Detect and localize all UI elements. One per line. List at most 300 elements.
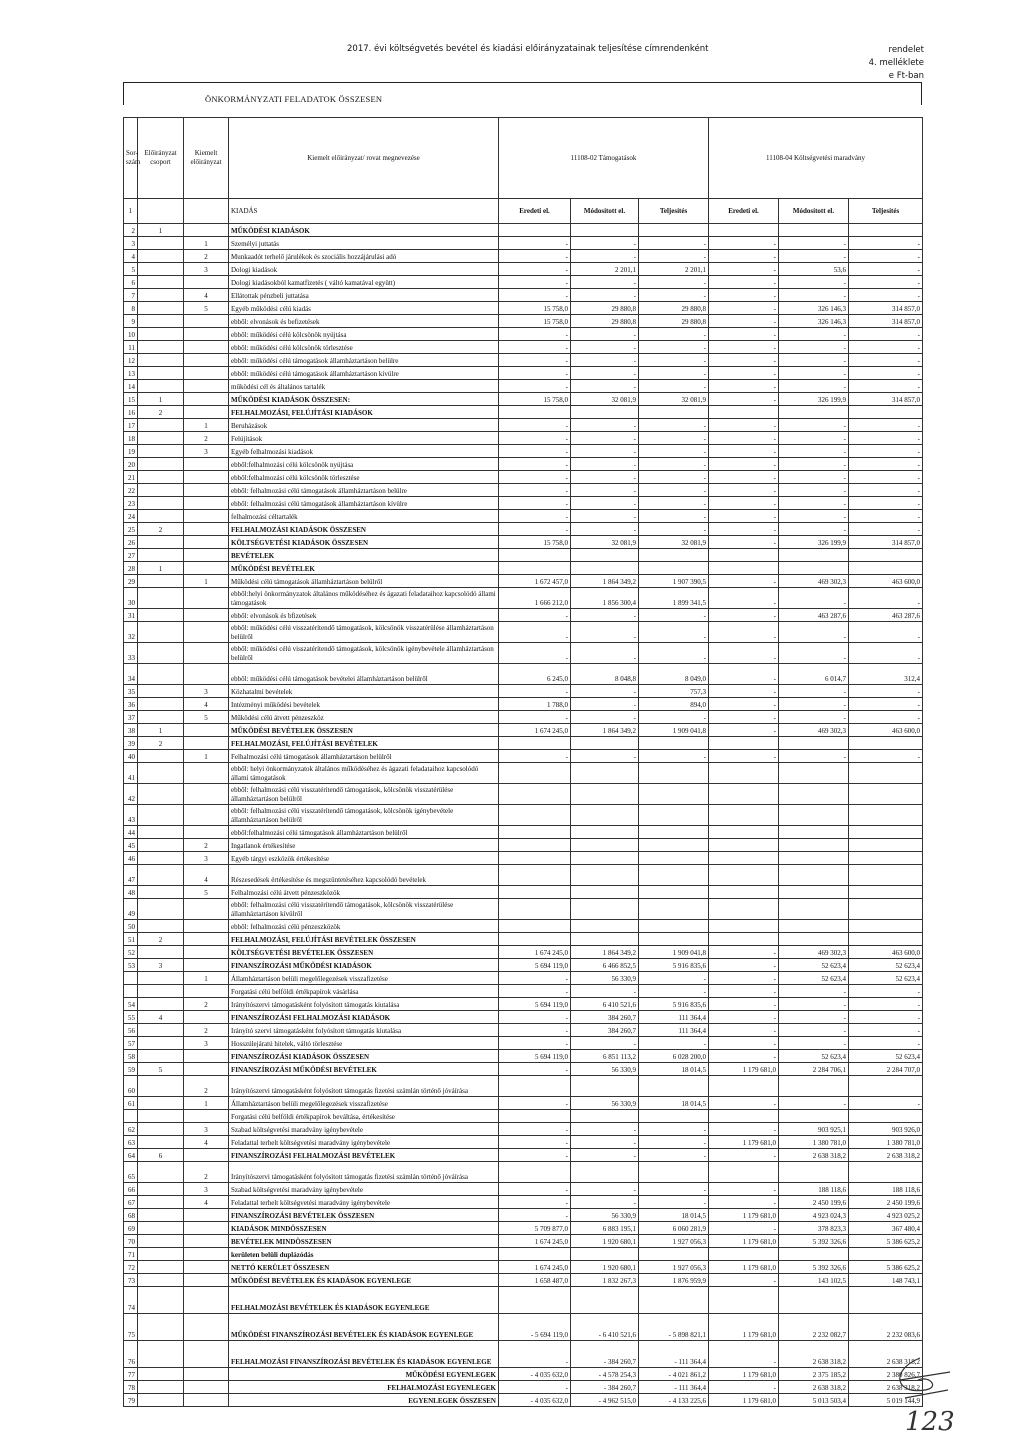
row-value: [571, 224, 639, 237]
row-value: 143 102,5: [779, 1274, 849, 1287]
row-value: 1 927 056,3: [639, 1261, 709, 1274]
row-number: 45: [124, 839, 138, 852]
row-value: - 111 364,4: [639, 1341, 709, 1368]
row-value: [571, 1248, 639, 1261]
row-label: ebből:felhalmozási célú támogatások államháztartáson belülről: [229, 826, 499, 839]
row-kiemelt: 4: [184, 1196, 229, 1209]
row-value: [779, 1162, 849, 1183]
row-value: -: [499, 1037, 571, 1050]
row-group: 2: [138, 406, 184, 419]
row-value: -: [709, 750, 779, 763]
row-value: [639, 933, 709, 946]
table-row: [124, 458, 923, 471]
row-kiemelt: 3: [184, 263, 229, 276]
row-value: 18 014,5: [639, 1209, 709, 1222]
row-value: 384 260,7: [571, 1011, 639, 1024]
row-value: [709, 1110, 779, 1123]
table-row: [124, 805, 923, 826]
row-number: 74: [124, 1287, 138, 1314]
row-value: -: [849, 328, 923, 341]
row-value: [639, 562, 709, 575]
table-row: [124, 432, 923, 445]
row-number: 40: [124, 750, 138, 763]
row-kiemelt: 1: [184, 750, 229, 763]
row-label: MŰKÖDÉSI FINANSZÍROZÁSI BEVÉTELEK ÉS KIADÁSOK EGYENLEGE: [229, 1314, 499, 1341]
row-value: 1 179 681,0: [709, 1368, 779, 1381]
row-value: -: [709, 1341, 779, 1368]
row-number: 60: [124, 1076, 138, 1097]
row-value: -: [639, 276, 709, 289]
row-value: -: [571, 341, 639, 354]
row-value: -: [849, 685, 923, 698]
row-value: -: [499, 458, 571, 471]
row-value: 2 638 318,2: [849, 1149, 923, 1162]
row-value: -: [571, 445, 639, 458]
row-group: [138, 328, 184, 341]
row-value: [639, 886, 709, 899]
row-label: ebből: felhalmozási célú támogatások államháztartáson belülre: [229, 484, 499, 497]
row-value: [571, 826, 639, 839]
row-value: -: [779, 276, 849, 289]
row-label: ebből: felhalmozási célú pénzeszközök: [229, 920, 499, 933]
row-group: 6: [138, 1149, 184, 1162]
row-value: -: [571, 1037, 639, 1050]
row-value: [779, 763, 849, 784]
row-group: [138, 432, 184, 445]
row-value: [499, 920, 571, 933]
table-row: [124, 523, 923, 536]
row-value: -: [639, 471, 709, 484]
row-group: [138, 302, 184, 315]
row-value: -: [639, 367, 709, 380]
row-value: -: [779, 380, 849, 393]
header-empty-cell: [184, 199, 229, 224]
row-value: -: [639, 643, 709, 664]
row-group: [138, 1076, 184, 1097]
row-group: [138, 1341, 184, 1368]
table-row: [124, 276, 923, 289]
table-row: [124, 536, 923, 549]
row-number: [124, 985, 138, 998]
row-kiemelt: 3: [184, 1037, 229, 1050]
row-number: 11: [124, 341, 138, 354]
row-kiemelt: [184, 985, 229, 998]
row-value: [849, 826, 923, 839]
row-value: 1 876 959,9: [639, 1274, 709, 1287]
row-value: -: [499, 328, 571, 341]
row-kiemelt: 2: [184, 250, 229, 263]
header-row-number: 1: [124, 199, 138, 224]
row-kiemelt: [184, 1222, 229, 1235]
row-value: -: [499, 471, 571, 484]
row-value: 5 916 835,6: [639, 959, 709, 972]
row-kiemelt: [184, 315, 229, 328]
row-kiemelt: 2: [184, 1076, 229, 1097]
row-value: -: [849, 484, 923, 497]
row-value: -: [709, 946, 779, 959]
table-row: [124, 367, 923, 380]
table-row: [124, 341, 923, 354]
row-number: 59: [124, 1063, 138, 1076]
row-value: 52 623,4: [849, 972, 923, 985]
row-kiemelt: 2: [184, 1024, 229, 1037]
row-value: [849, 1248, 923, 1261]
row-kiemelt: [184, 1274, 229, 1287]
row-value: [779, 933, 849, 946]
row-value: -: [709, 1196, 779, 1209]
row-number: 14: [124, 380, 138, 393]
table-row: [124, 302, 923, 315]
row-kiemelt: [184, 933, 229, 946]
row-value: -: [779, 1024, 849, 1037]
row-group: [138, 763, 184, 784]
row-kiemelt: [184, 763, 229, 784]
row-kiemelt: [184, 1261, 229, 1274]
row-value: [571, 549, 639, 562]
row-number: 70: [124, 1235, 138, 1248]
row-value: [849, 865, 923, 886]
row-value: 326 146,3: [779, 302, 849, 315]
row-value: 32 081,9: [639, 393, 709, 406]
row-value: -: [499, 1097, 571, 1110]
row-value: 5 386 625,2: [849, 1261, 923, 1274]
row-label: felhalmozási céltartalék: [229, 510, 499, 523]
row-value: -: [849, 471, 923, 484]
row-value: 1 864 349,2: [571, 724, 639, 737]
row-value: [779, 899, 849, 920]
row-value: [639, 1110, 709, 1123]
row-value: [639, 805, 709, 826]
row-kiemelt: [184, 588, 229, 609]
row-value: [499, 839, 571, 852]
row-value: 18 014,5: [639, 1063, 709, 1076]
row-value: -: [779, 510, 849, 523]
row-value: -: [779, 250, 849, 263]
row-label: ebből: elvonások és bfizetések: [229, 609, 499, 622]
row-label: MŰKÖDÉSI KIADÁSOK ÖSSZESEN:: [229, 393, 499, 406]
row-value: [571, 1076, 639, 1097]
row-value: 1 788,0: [499, 698, 571, 711]
row-value: -: [639, 510, 709, 523]
row-value: 2 284 706,1: [779, 1063, 849, 1076]
row-number: 19: [124, 445, 138, 458]
table-row: [124, 1037, 923, 1050]
row-group: 2: [138, 523, 184, 536]
row-value: - 4 578 254,3: [571, 1368, 639, 1381]
row-value: [709, 562, 779, 575]
row-number: 50: [124, 920, 138, 933]
row-number: 62: [124, 1123, 138, 1136]
row-kiemelt: [184, 523, 229, 536]
row-value: -: [709, 1037, 779, 1050]
row-value: -: [709, 724, 779, 737]
row-value: [499, 1076, 571, 1097]
row-value: [639, 839, 709, 852]
row-value: -: [709, 315, 779, 328]
row-value: - 4 962 515,0: [571, 1394, 639, 1407]
row-value: [639, 737, 709, 750]
header-sorszam: Sor-szám: [124, 118, 138, 199]
row-value: -: [709, 1097, 779, 1110]
row-label: EGYENLEGEK ÖSSZESEN: [229, 1394, 499, 1407]
row-value: [779, 224, 849, 237]
row-value: -: [639, 419, 709, 432]
row-value: 52 623,4: [849, 959, 923, 972]
row-value: [639, 852, 709, 865]
row-value: 1 179 681,0: [709, 1314, 779, 1341]
row-value: -: [709, 998, 779, 1011]
row-label: FINANSZÍROZÁSI FELHALMOZÁSI KIADÁSOK: [229, 1011, 499, 1024]
row-value: 469 302,3: [779, 575, 849, 588]
table-row: [124, 972, 923, 985]
row-value: 1 658 487,0: [499, 1274, 571, 1287]
row-value: 56 330,9: [571, 972, 639, 985]
row-value: -: [499, 1024, 571, 1037]
row-group: [138, 1381, 184, 1394]
row-value: [499, 852, 571, 865]
row-value: -: [499, 685, 571, 698]
table-row: [124, 1261, 923, 1274]
table-row: [124, 224, 923, 237]
row-value: [849, 549, 923, 562]
row-value: -: [709, 263, 779, 276]
row-label: kerületen belüli duplázódás: [229, 1248, 499, 1261]
row-kiemelt: [184, 622, 229, 643]
header-kiemelt-eloiranyzat: Kiemelt előirányzat: [184, 118, 229, 199]
row-kiemelt: [184, 1011, 229, 1024]
row-value: -: [709, 972, 779, 985]
row-value: 15 758,0: [499, 536, 571, 549]
row-value: -: [499, 1183, 571, 1196]
row-group: [138, 805, 184, 826]
row-group: [138, 536, 184, 549]
row-value: 463 287,6: [779, 609, 849, 622]
row-value: -: [849, 750, 923, 763]
row-kiemelt: [184, 536, 229, 549]
row-value: [639, 899, 709, 920]
row-number: 8: [124, 302, 138, 315]
row-number: 51: [124, 933, 138, 946]
row-value: [709, 826, 779, 839]
row-value: -: [779, 523, 849, 536]
table-row: [124, 763, 923, 784]
row-value: -: [499, 1381, 571, 1394]
row-value: 1 674 245,0: [499, 1261, 571, 1274]
row-value: -: [709, 959, 779, 972]
row-label: Irányítószervi támogatásként folyósított támogatás kiutalása: [229, 998, 499, 1011]
table-row: [124, 1136, 923, 1149]
row-number: 5: [124, 263, 138, 276]
row-label: FELHALMOZÁSI BEVÉTELEK ÉS KIADÁSOK EGYENLEGE: [229, 1287, 499, 1314]
row-value: [849, 763, 923, 784]
row-value: 8 049,0: [639, 664, 709, 685]
row-label: FINANSZÍROZÁSI MŰKÖDÉSI KIADÁSOK: [229, 959, 499, 972]
row-value: -: [709, 497, 779, 510]
row-number: 65: [124, 1162, 138, 1183]
row-value: 5 013 503,4: [779, 1394, 849, 1407]
row-value: -: [571, 497, 639, 510]
row-value: [779, 549, 849, 562]
row-label: Működési célú támogatások államháztartáson belülről: [229, 575, 499, 588]
row-value: -: [709, 302, 779, 315]
row-value: -: [709, 1050, 779, 1063]
row-value: [639, 1162, 709, 1183]
row-value: [571, 839, 639, 852]
row-value: -: [779, 622, 849, 643]
row-value: 1 380 781,0: [849, 1136, 923, 1149]
row-number: 47: [124, 865, 138, 886]
row-value: 1 179 681,0: [709, 1063, 779, 1076]
row-value: [709, 865, 779, 886]
table-row: [124, 510, 923, 523]
row-value: [849, 1110, 923, 1123]
row-value: -: [499, 622, 571, 643]
table-row: [124, 445, 923, 458]
row-number: 55: [124, 1011, 138, 1024]
row-value: [499, 763, 571, 784]
row-value: -: [499, 972, 571, 985]
row-kiemelt: [184, 1110, 229, 1123]
row-value: 903 926,0: [849, 1123, 923, 1136]
row-group: 1: [138, 393, 184, 406]
row-value: 314 857,0: [849, 393, 923, 406]
row-number: 16: [124, 406, 138, 419]
row-value: 6 410 521,6: [571, 998, 639, 1011]
row-value: 56 330,9: [571, 1209, 639, 1222]
row-group: [138, 575, 184, 588]
row-value: [571, 406, 639, 419]
row-value: 463 600,0: [849, 946, 923, 959]
row-value: -: [709, 458, 779, 471]
row-value: -: [779, 328, 849, 341]
row-group: [138, 484, 184, 497]
row-kiemelt: [184, 737, 229, 750]
row-value: -: [849, 367, 923, 380]
table-row: [124, 1063, 923, 1076]
row-value: [709, 406, 779, 419]
table-row: [124, 315, 923, 328]
document-reference: [869, 44, 924, 83]
row-value: [571, 865, 639, 886]
row-value: 5 019 144,9: [849, 1394, 923, 1407]
row-label: ebből: működési célú visszatérítendő támogatások, kölcsönök igénybevétele államháztartáson belülről: [229, 643, 499, 664]
row-label: ebből: működési célú támogatások bevételei államháztartáson belülről: [229, 664, 499, 685]
row-number: [124, 1110, 138, 1123]
row-number: 43: [124, 805, 138, 826]
row-number: 76: [124, 1341, 138, 1368]
row-value: 2 380 826,7: [849, 1368, 923, 1381]
row-value: 2 450 199,6: [849, 1196, 923, 1209]
row-value: -: [849, 1037, 923, 1050]
row-value: 2 284 707,0: [849, 1063, 923, 1076]
row-kiemelt: [184, 393, 229, 406]
row-value: [499, 562, 571, 575]
row-value: [571, 1110, 639, 1123]
row-group: 2: [138, 933, 184, 946]
table-row: [124, 998, 923, 1011]
row-value: -: [639, 354, 709, 367]
row-value: -: [499, 643, 571, 664]
row-value: [849, 562, 923, 575]
row-label: FINANSZÍROZÁSI MŰKÖDÉSI BEVÉTELEK: [229, 1063, 499, 1076]
row-label: FINANSZÍROZÁSI BEVÉTELEK ÖSSZESEN: [229, 1209, 499, 1222]
row-value: -: [499, 497, 571, 510]
row-value: [709, 784, 779, 805]
row-value: [571, 784, 639, 805]
row-value: -: [779, 419, 849, 432]
row-value: [709, 839, 779, 852]
row-value: -: [709, 1123, 779, 1136]
row-value: -: [849, 643, 923, 664]
row-group: [138, 1368, 184, 1381]
row-label: Feladattal terhelt költségvetési maradvány igénybevétele: [229, 1136, 499, 1149]
row-group: [138, 289, 184, 302]
row-value: 15 758,0: [499, 315, 571, 328]
row-value: -: [709, 445, 779, 458]
row-kiemelt: [184, 920, 229, 933]
row-value: -: [709, 685, 779, 698]
row-number: 2: [124, 224, 138, 237]
row-value: 6 883 195,1: [571, 1222, 639, 1235]
row-value: 1 899 341,5: [639, 588, 709, 609]
row-value: - 384 260,7: [571, 1341, 639, 1368]
row-label: Ellátottak pénzbeli juttatása: [229, 289, 499, 302]
row-kiemelt: [184, 562, 229, 575]
row-number: 44: [124, 826, 138, 839]
row-value: -: [639, 484, 709, 497]
table-row: [124, 419, 923, 432]
row-value: -: [709, 698, 779, 711]
row-kiemelt: [184, 497, 229, 510]
row-value: -: [849, 622, 923, 643]
row-value: 4 923 024,3: [779, 1209, 849, 1222]
row-group: [138, 1394, 184, 1407]
table-row: [124, 852, 923, 865]
table-row: [124, 724, 923, 737]
row-kiemelt: [184, 959, 229, 972]
row-value: -: [499, 276, 571, 289]
row-label: Ingatlanok értékesítése: [229, 839, 499, 852]
row-number: 52: [124, 946, 138, 959]
row-value: -: [639, 289, 709, 302]
row-value: 5 694 119,0: [499, 1050, 571, 1063]
row-value: 2 232 082,7: [779, 1314, 849, 1341]
row-value: -: [499, 985, 571, 998]
table-row: [124, 1024, 923, 1037]
row-value: [709, 549, 779, 562]
row-value: -: [849, 497, 923, 510]
row-value: -: [849, 1097, 923, 1110]
row-value: -: [639, 711, 709, 724]
row-number: 58: [124, 1050, 138, 1063]
row-label: ebből:felhalmozási célú kölcsönök törlesztése: [229, 471, 499, 484]
row-kiemelt: 2: [184, 1162, 229, 1183]
header-group-maradvany: 11108-04 Költségvetési maradvány: [709, 118, 923, 199]
row-value: [849, 224, 923, 237]
row-label: Személyi juttatás: [229, 237, 499, 250]
row-value: 463 600,0: [849, 575, 923, 588]
row-group: 3: [138, 959, 184, 972]
row-label: Szabad költségvetési maradvány igénybevétele: [229, 1123, 499, 1136]
table-row: [124, 899, 923, 920]
row-value: 56 330,9: [571, 1097, 639, 1110]
table-row: [124, 946, 923, 959]
row-group: [138, 946, 184, 959]
budget-table: [123, 117, 923, 1407]
row-value: 1 179 681,0: [709, 1235, 779, 1248]
row-value: [849, 805, 923, 826]
row-number: 41: [124, 763, 138, 784]
